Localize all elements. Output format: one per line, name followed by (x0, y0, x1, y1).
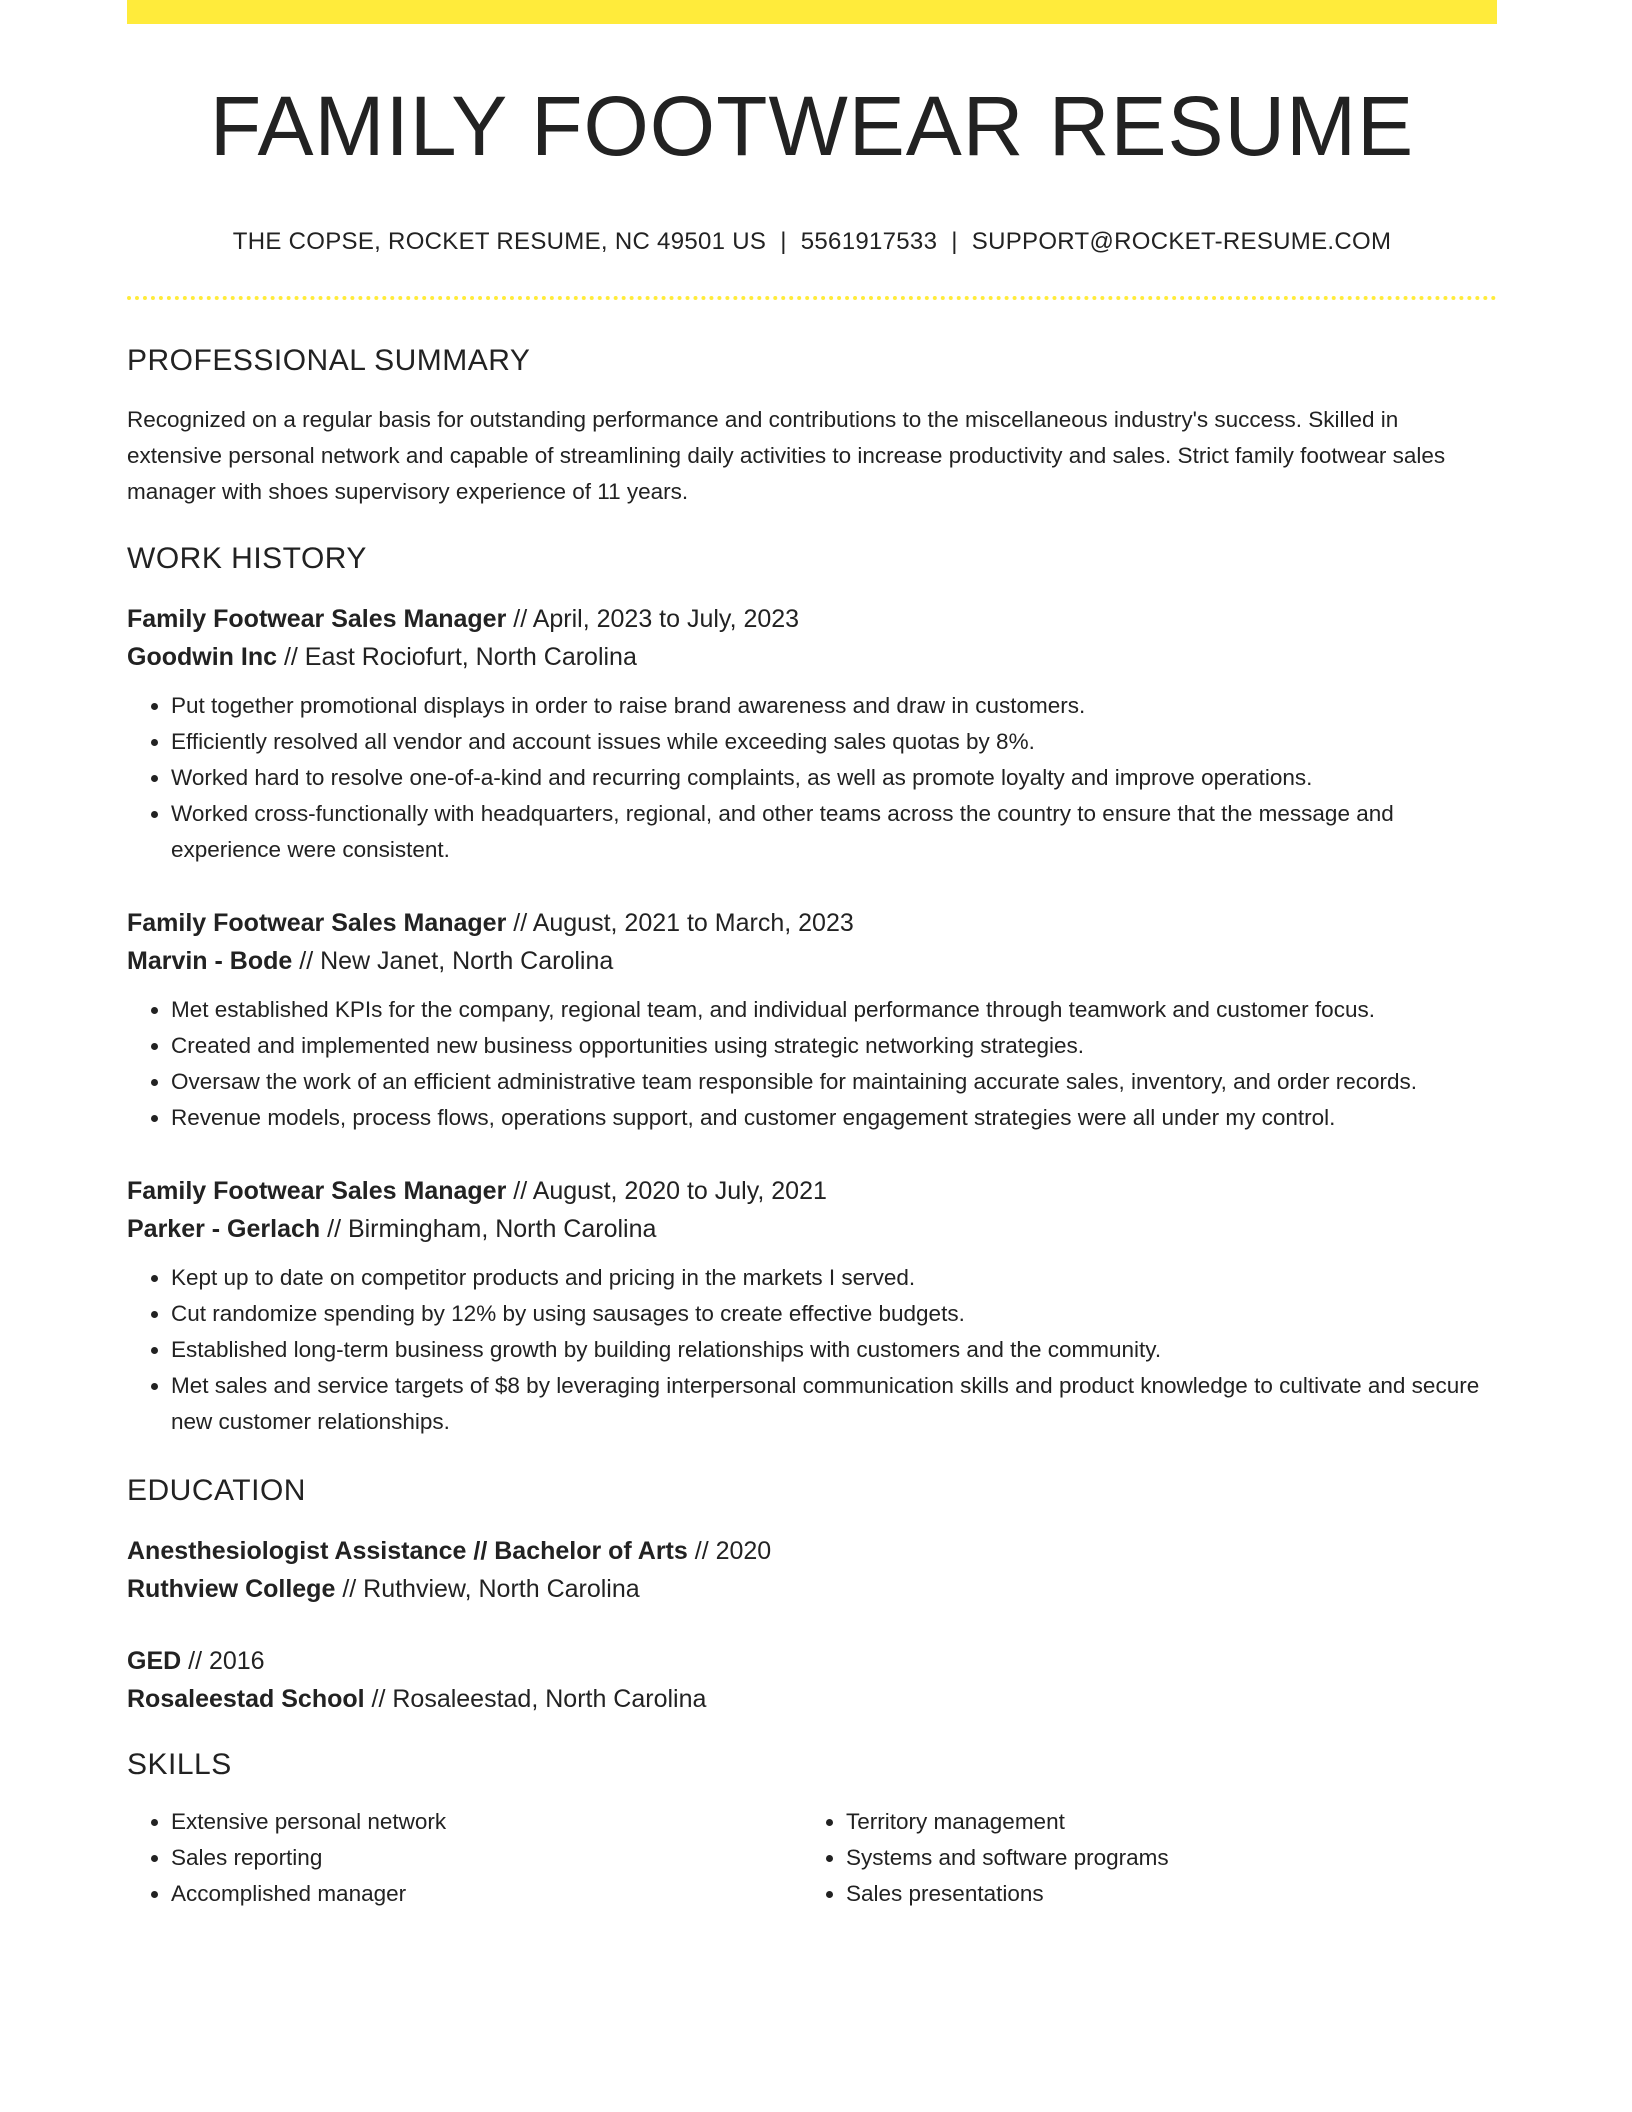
education-degree-line (127, 1532, 1497, 1570)
skill-item: • Sales presentations (846, 1876, 1477, 1912)
job-title-line (127, 904, 1497, 942)
skills-column-right (802, 1804, 1477, 1912)
education-location: // Rosaleestad, North Carolina (364, 1685, 707, 1714)
job-bullet: • Met established KPIs for the company, regional team, and individual performance through teamwork and customer focus. (171, 992, 1497, 1028)
job-bullet: • Oversaw the work of an efficient administrative team responsible for maintaining accurate sales, inventory, and order records. (171, 1064, 1497, 1100)
job-bullet: • Met sales and service targets of $8 by leveraging interpersonal communication skills and product knowledge to cultivate and secure new customer relationships. (171, 1368, 1497, 1440)
summary-heading: PROFESSIONAL SUMMARY (127, 344, 531, 378)
top-accent-bar (127, 0, 1497, 24)
job-bullet: • Kept up to date on competitor products and pricing in the markets I served. (171, 1260, 1497, 1296)
job-entry (127, 600, 1497, 868)
education-school: Ruthview College (127, 1575, 336, 1604)
education-heading: EDUCATION (127, 1474, 306, 1508)
skill-item: • Accomplished manager (171, 1876, 802, 1912)
resume-page (127, 0, 1497, 1912)
education-school: Rosaleestad School (127, 1685, 365, 1714)
job-company-line (127, 638, 1497, 676)
job-title-line (127, 1172, 1497, 1210)
job-bullet: • Created and implemented new business opportunities using strategic networking strategies. (171, 1028, 1497, 1064)
skill-item: • Sales reporting (171, 1840, 802, 1876)
page-title: FAMILY FOOTWEAR RESUME (209, 79, 1415, 173)
education-location: // Ruthview, North Carolina (335, 1575, 640, 1604)
contact-email: SUPPORT@ROCKET-RESUME.COM (971, 228, 1392, 256)
job-bullet: • Established long-term business growth by building relationships with customers and the community. (171, 1332, 1497, 1368)
education-entry (127, 1642, 1497, 1718)
job-entry (127, 904, 1497, 1136)
job-dates: // August, 2021 to March, 2023 (506, 909, 854, 938)
skills-list (802, 1804, 1477, 1912)
contact-line (127, 228, 1497, 256)
skills-column-left (127, 1804, 802, 1912)
job-title: Family Footwear Sales Manager (127, 605, 507, 634)
header-divider (127, 296, 1497, 300)
education-entry (127, 1532, 1497, 1608)
job-location: // New Janet, North Carolina (292, 947, 614, 976)
education-degree: GED (127, 1647, 182, 1676)
education-school-line (127, 1680, 1497, 1718)
job-location: // Birmingham, North Carolina (320, 1215, 657, 1244)
skills-grid (127, 1804, 1497, 1912)
job-title: Family Footwear Sales Manager (127, 1177, 507, 1206)
job-bullet: • Put together promotional displays in order to raise brand awareness and draw in customers. (171, 688, 1497, 724)
education-year: // 2016 (181, 1647, 265, 1676)
job-title: Family Footwear Sales Manager (127, 909, 507, 938)
job-bullet: • Efficiently resolved all vendor and account issues while exceeding sales quotas by 8%. (171, 724, 1497, 760)
job-bullets (127, 688, 1497, 868)
job-dates: // August, 2020 to July, 2021 (506, 1177, 827, 1206)
education-degree-line (127, 1642, 1497, 1680)
job-bullets (127, 992, 1497, 1136)
job-company: Goodwin Inc (127, 643, 277, 672)
job-company-line (127, 942, 1497, 980)
contact-separator: | (780, 228, 787, 256)
contact-address: THE COPSE, ROCKET RESUME, NC 49501 US (232, 228, 767, 256)
skills-heading: SKILLS (127, 1748, 232, 1782)
job-bullets (127, 1260, 1497, 1440)
job-company: Parker - Gerlach (127, 1215, 321, 1244)
work-history-heading: WORK HISTORY (127, 542, 367, 576)
skill-item: • Extensive personal network (171, 1804, 802, 1840)
skills-list (127, 1804, 802, 1912)
education-school-line (127, 1570, 1497, 1608)
summary-text: Recognized on a regular basis for outstanding performance and contributions to the miscellaneous industry's success. Skilled in extensive personal network and capable of streamlining daily activities to increase productivity and sales. Strict family footwear sales manager with shoes supervisory experience of 11 years. (127, 407, 1446, 505)
job-entry (127, 1172, 1497, 1440)
education-year: // 2020 (687, 1537, 772, 1566)
job-location: // East Rociofurt, North Carolina (277, 643, 637, 672)
job-dates: // April, 2023 to July, 2023 (506, 605, 800, 634)
skill-item: • Territory management (846, 1804, 1477, 1840)
job-company-line (127, 1210, 1497, 1248)
contact-separator: | (951, 228, 958, 256)
job-title-line (127, 600, 1497, 638)
job-company: Marvin - Bode (127, 947, 293, 976)
job-bullet: • Worked cross-functionally with headquarters, regional, and other teams across the country to ensure that the message and experience were consistent. (171, 796, 1497, 868)
job-bullet: • Worked hard to resolve one-of-a-kind and recurring complaints, as well as promote loyalty and improve operations. (171, 760, 1497, 796)
job-bullet: • Cut randomize spending by 12% by using sausages to create effective budgets. (171, 1296, 1497, 1332)
education-degree: Anesthesiologist Assistance // Bachelor of Arts (127, 1537, 688, 1566)
contact-phone: 5561917533 (800, 228, 938, 256)
job-bullet: • Revenue models, process flows, operations support, and customer engagement strategies were all under my control. (171, 1100, 1497, 1136)
skill-item: • Systems and software programs (846, 1840, 1477, 1876)
